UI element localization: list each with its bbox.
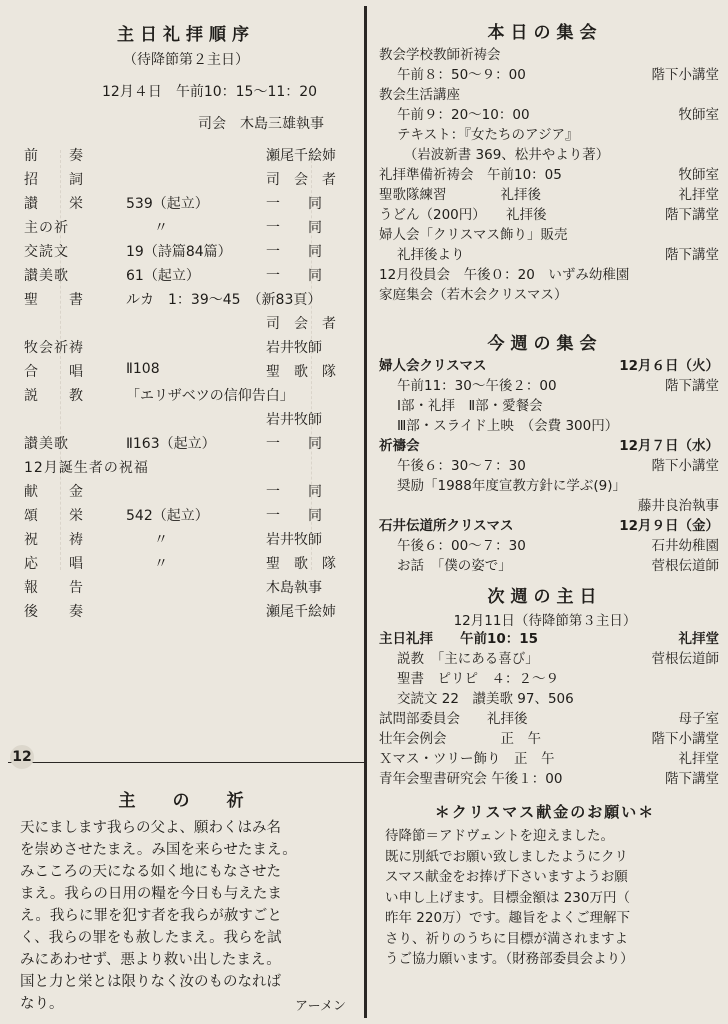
- today-meetings-list: [367, 45, 723, 305]
- order-label: 讃 栄: [24, 196, 84, 212]
- meeting-text: 説教 「主にある喜び」: [397, 651, 539, 667]
- meeting-text: 家庭集会（若木会クリスマス）: [379, 287, 568, 303]
- meeting-text: 試問部委員会 礼拝後: [379, 711, 528, 727]
- prayer-line: みにあわせず、悪より救い出したまえ。: [20, 952, 281, 968]
- meeting-line: [379, 85, 723, 105]
- meeting-line: [379, 629, 723, 649]
- next-sunday-subtitle: 12月11日（待降節第３主日）: [453, 613, 637, 629]
- meeting-line: [379, 749, 723, 769]
- meeting-line: [379, 516, 723, 536]
- lords-prayer-section: [8, 786, 364, 1014]
- order-detail: 61（起立）: [126, 268, 200, 284]
- meeting-line: [379, 416, 723, 436]
- order-person: 一 同: [266, 436, 322, 452]
- meeting-place: 階下小講堂: [651, 458, 719, 474]
- order-person: 一 同: [266, 196, 322, 212]
- meeting-place: 階下講堂: [665, 771, 719, 787]
- meeting-line: [379, 496, 723, 516]
- prayer-line: 国と力と栄とは限りなく汝のものなれば: [20, 974, 281, 990]
- appeal-line: うご協力願います。（財務部委員会より）: [385, 951, 634, 967]
- meeting-text: 主日礼拝 午前10：15: [379, 631, 539, 647]
- meeting-text: お話 「僕の姿で」: [397, 558, 512, 574]
- order-label: 交読文: [24, 244, 69, 260]
- meeting-line: [379, 436, 723, 456]
- worship-order-title: 主日礼拝順序: [117, 25, 255, 45]
- meeting-line: [379, 709, 723, 729]
- order-row: [8, 167, 364, 191]
- order-row: [8, 383, 364, 407]
- order-detail: 539（起立）: [126, 196, 209, 212]
- meeting-line: [379, 185, 723, 205]
- meeting-place: 12月９日（金）: [619, 518, 719, 534]
- order-label: 聖 書: [24, 292, 84, 308]
- meeting-line: [379, 265, 723, 285]
- order-label: 讃美歌: [24, 268, 69, 284]
- meeting-line: [379, 536, 723, 556]
- order-row: [8, 287, 364, 311]
- order-row: [8, 431, 364, 455]
- meeting-text: 午後６：30～７：30: [397, 458, 526, 474]
- order-row: [8, 359, 364, 383]
- meeting-line: [379, 145, 723, 165]
- prayer-line: なり。: [20, 996, 64, 1012]
- meeting-line: [379, 285, 723, 305]
- order-detail: 19（詩篇84篇）: [126, 244, 232, 260]
- appeal-line: 待降節＝アドヴェントを迎えました。: [385, 828, 614, 844]
- order-label: 讃美歌: [24, 436, 69, 452]
- order-label: 牧会祈祷: [24, 340, 84, 356]
- presider: 司会 木島三雄執事: [198, 116, 324, 132]
- meeting-text: 奨励「1988年度宣教方針に学ぶ(9)」: [397, 478, 626, 494]
- meeting-text: 祈禱会: [379, 438, 420, 454]
- order-label: 頌 栄: [24, 508, 84, 524]
- meeting-place: 石井幼稚園: [651, 538, 719, 554]
- meeting-line: [379, 205, 723, 225]
- meeting-line: [379, 376, 723, 396]
- order-label: 報 告: [24, 580, 84, 596]
- lords-prayer-text: [8, 817, 364, 1015]
- order-detail: 「エリザベツの信仰告白」: [126, 388, 294, 404]
- week-meetings-title: 今週の集会: [487, 334, 603, 354]
- order-person: 瀬尾千絵姉: [266, 604, 336, 620]
- meeting-line: [379, 669, 723, 689]
- meeting-line: [379, 245, 723, 265]
- order-label: 献 金: [24, 484, 84, 500]
- order-person: 一 同: [266, 484, 322, 500]
- order-label: 12月誕生者の祝福: [24, 460, 149, 476]
- order-detail: 〃: [126, 220, 168, 236]
- meeting-place: 階下講堂: [665, 247, 719, 263]
- order-person: 司 会 者: [266, 172, 336, 188]
- order-person: 瀬尾千絵姉: [266, 148, 336, 164]
- meeting-text: Ｘマス・ツリー飾り 正 午: [379, 751, 555, 767]
- meeting-text: Ⅲ部・スライド上映 （会費 300円）: [397, 418, 619, 434]
- order-label: 後 奏: [24, 604, 84, 620]
- order-person: 一 同: [266, 220, 322, 236]
- meeting-text: 婦人会「クリスマス飾り」販売: [379, 227, 568, 243]
- order-detail: ルカ 1：39～45 （新83頁）: [126, 292, 322, 308]
- order-row: [8, 191, 364, 215]
- today-meetings-title: 本日の集会: [487, 23, 603, 43]
- service-date: 12月４日 午前10：15～11：20: [102, 84, 318, 100]
- meeting-place: 菅根伝道師: [651, 558, 719, 574]
- meeting-text: （岩波新書 369、松井やより著）: [397, 147, 610, 163]
- meeting-place: 12月６日（火）: [619, 358, 719, 374]
- worship-order-subtitle: （待降節第２主日）: [123, 52, 249, 68]
- meeting-line: [379, 476, 723, 496]
- right-column: [366, 6, 723, 1018]
- order-label: 説 教: [24, 388, 84, 404]
- order-row: [8, 527, 364, 551]
- order-label: 前 奏: [24, 148, 84, 164]
- meeting-place: 菅根伝道師: [651, 651, 719, 667]
- meeting-text: 教会学校教師祈祷会: [379, 47, 501, 63]
- order-row: [8, 143, 364, 167]
- meeting-text: Ⅰ部・礼拝 Ⅱ部・愛餐会: [397, 398, 543, 414]
- order-label: 招 詞: [24, 172, 84, 188]
- meeting-line: [379, 105, 723, 125]
- week-meetings-list: [367, 356, 723, 576]
- order-detail: Ⅱ163（起立）: [126, 436, 216, 452]
- meeting-place: 牧師室: [678, 167, 719, 183]
- appeal-line: 既に別紙でお願い致しましたようにクリ: [385, 848, 628, 865]
- order-row: [8, 479, 364, 503]
- order-person: 一 同: [266, 244, 322, 260]
- meeting-line: [379, 45, 723, 65]
- order-person: 木島執事: [266, 580, 322, 596]
- meeting-line: [379, 769, 723, 789]
- order-detail: 〃: [126, 556, 168, 572]
- meeting-place: 藤井良治執事: [638, 498, 719, 514]
- meeting-text: 午前８：50～９：00: [397, 67, 526, 83]
- prayer-line: え。我らに罪を犯す者を我らが赦すごと: [20, 908, 282, 924]
- lords-prayer-title: 主 の 祈: [118, 791, 254, 811]
- next-sunday-list: [367, 629, 723, 789]
- order-label: 主の祈: [24, 220, 69, 236]
- meeting-line: [379, 729, 723, 749]
- section-divider: [8, 762, 364, 763]
- worship-order-list: [8, 143, 364, 623]
- order-person: 岩井牧師: [266, 412, 322, 428]
- meeting-text: 聖歌隊練習 礼拝後: [379, 187, 541, 203]
- meeting-line: [379, 689, 723, 709]
- meeting-place: 階下小講堂: [651, 67, 719, 83]
- meeting-line: [379, 225, 723, 245]
- prayer-line: まえ。我らの日用の糧を今日も与えたま: [20, 886, 282, 902]
- order-row: [8, 311, 364, 335]
- order-person: 岩井牧師: [266, 340, 322, 356]
- meeting-text: 午前９：20～10：00: [397, 107, 530, 123]
- prayer-line: を崇めさせたまえ。み国を来らせたまえ。: [20, 842, 297, 858]
- meeting-place: 母子室: [678, 711, 719, 727]
- order-person: 聖 歌 隊: [266, 364, 336, 380]
- meeting-text: テキスト：『女たちのアジア』: [397, 127, 579, 143]
- order-person: 聖 歌 隊: [266, 556, 336, 572]
- order-person: 一 同: [266, 508, 322, 524]
- meeting-text: 午前11：30～午後２：00: [397, 378, 557, 394]
- meeting-text: 礼拝準備祈祷会 午前10：05: [379, 167, 562, 183]
- order-label: 祝 祷: [24, 532, 84, 548]
- order-row: [8, 455, 364, 479]
- order-row: [8, 239, 364, 263]
- meeting-text: 石井伝道所クリスマス: [379, 518, 514, 534]
- order-label: 応 唱: [24, 556, 84, 572]
- meeting-text: 12月役員会 午後０：20 いずみ幼稚園: [379, 267, 630, 283]
- appeal-line: い申し上げます。目標金額は 230万円（: [385, 889, 630, 906]
- order-row: [8, 551, 364, 575]
- meeting-line: [379, 356, 723, 376]
- order-person: 司 会 者: [266, 316, 336, 332]
- meeting-text: 午後６：00～７：30: [397, 538, 526, 554]
- prayer-line: く、我らの罪をも赦したまえ。我らを試: [20, 930, 282, 946]
- meeting-line: [379, 396, 723, 416]
- order-person: 一 同: [266, 268, 322, 284]
- meeting-place: 12月７日（水）: [619, 438, 719, 454]
- meeting-line: [379, 456, 723, 476]
- order-row: [8, 215, 364, 239]
- appeal-line: スマス献金をお捧げ下さいますようお願: [385, 869, 628, 885]
- next-sunday-title: 次週の主日: [487, 587, 603, 607]
- meeting-text: 壮年会例会 正 午: [379, 731, 541, 747]
- meeting-line: [379, 65, 723, 85]
- prayer-line: 天にまします我らの父よ、願わくはみ名: [20, 820, 281, 836]
- meeting-text: 交読文 22 讃美歌 97、506: [397, 691, 574, 707]
- page-number: 12: [10, 745, 34, 769]
- christmas-offering-text: [367, 826, 723, 970]
- order-row: [8, 407, 364, 431]
- order-row: [8, 599, 364, 623]
- christmas-offering-title: ＊クリスマス献金のお願い＊: [434, 803, 656, 821]
- meeting-place: 階下講堂: [665, 378, 719, 394]
- order-row: [8, 575, 364, 599]
- meeting-line: [379, 125, 723, 145]
- meeting-line: [379, 649, 723, 669]
- order-detail: 542（起立）: [126, 508, 209, 524]
- meeting-text: うどん（200円） 礼拝後: [379, 207, 547, 223]
- meeting-line: [379, 165, 723, 185]
- meeting-place: 礼拝堂: [678, 751, 719, 767]
- order-person: 岩井牧師: [266, 532, 322, 548]
- order-row: [8, 503, 364, 527]
- meeting-place: 礼拝堂: [678, 187, 719, 203]
- meeting-place: 階下小講堂: [651, 731, 719, 747]
- order-row: [8, 335, 364, 359]
- appeal-line: さり、祈りのうちに目標が満されますよ: [385, 930, 628, 947]
- meeting-place: 礼拝堂: [678, 631, 719, 647]
- meeting-place: 階下講堂: [665, 207, 719, 223]
- order-label: 合 唱: [24, 364, 84, 380]
- meeting-line: [379, 556, 723, 576]
- order-detail: 〃: [126, 532, 168, 548]
- meeting-text: 婦人会クリスマス: [379, 358, 487, 374]
- meeting-text: 聖書 ピリピ ４：２～９: [397, 671, 559, 687]
- order-row: [8, 263, 364, 287]
- meeting-text: 教会生活講座: [379, 87, 460, 103]
- prayer-amen: アーメン: [295, 999, 346, 1014]
- meeting-text: 青年会聖書研究会 午後１：00: [379, 771, 563, 787]
- meeting-text: 礼拝後より: [397, 247, 465, 263]
- prayer-line: みこころの天になる如く地にもなさせた: [20, 864, 281, 880]
- meeting-place: 牧師室: [678, 107, 719, 123]
- order-detail: Ⅱ108: [126, 361, 160, 377]
- appeal-line: 昨年 220万）です。趣旨をよくご理解下: [385, 910, 630, 926]
